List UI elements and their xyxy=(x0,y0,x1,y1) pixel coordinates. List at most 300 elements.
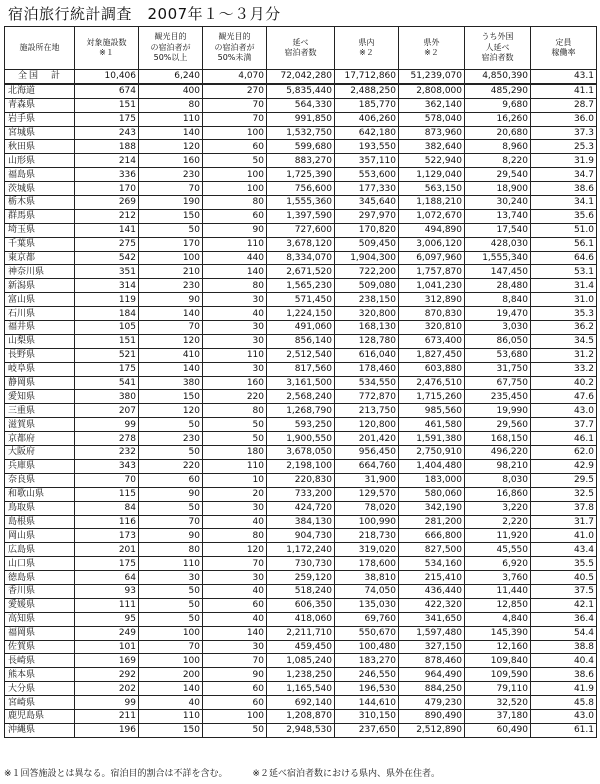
cell-total-guests: 2,512,540 xyxy=(267,348,335,362)
cell-foreign-guests: 16,860 xyxy=(465,487,531,501)
cell-facility-count: 115 xyxy=(75,487,139,501)
cell-facility-count: 175 xyxy=(75,557,139,571)
cell-tourism-over-50: 80 xyxy=(139,98,203,112)
cell-facility-count: 343 xyxy=(75,459,139,473)
cell-occupancy-rate: 62.0 xyxy=(531,446,597,460)
cell-in-prefecture: 196,530 xyxy=(335,682,399,696)
cell-in-prefecture: 534,550 xyxy=(335,376,399,390)
cell-tourism-under-50: 50 xyxy=(203,723,267,737)
cell-facility-count: 214 xyxy=(75,154,139,168)
cell-foreign-guests: 29,560 xyxy=(465,418,531,432)
cell-out-prefecture: 1,072,670 xyxy=(399,209,465,223)
cell-in-prefecture: 201,420 xyxy=(335,432,399,446)
cell-prefecture: 宮崎県 xyxy=(5,696,75,710)
table-row xyxy=(5,321,597,335)
cell-prefecture: 大分県 xyxy=(5,682,75,696)
table-row xyxy=(5,112,597,126)
header-tourism-under-50: 観光目的 の宿泊者が 50%未満 xyxy=(203,27,267,70)
cell-facility-count: 541 xyxy=(75,376,139,390)
table-row xyxy=(5,473,597,487)
cell-foreign-guests: 12,850 xyxy=(465,598,531,612)
cell-occupancy-rate: 61.1 xyxy=(531,723,597,737)
cell-occupancy-rate: 47.6 xyxy=(531,390,597,404)
cell-tourism-under-50: 50 xyxy=(203,432,267,446)
cell-out-prefecture: 281,200 xyxy=(399,515,465,529)
cell-in-prefecture: 246,550 xyxy=(335,668,399,682)
cell-foreign-guests: 145,390 xyxy=(465,626,531,640)
cell-tourism-over-50: 210 xyxy=(139,265,203,279)
table-row xyxy=(5,404,597,418)
cell-prefecture: 愛知県 xyxy=(5,390,75,404)
table-row xyxy=(5,209,597,223)
cell-tourism-under-50: 70 xyxy=(203,112,267,126)
cell-out-prefecture: 342,190 xyxy=(399,501,465,515)
cell-in-prefecture: 170,820 xyxy=(335,223,399,237)
cell-facility-count: 269 xyxy=(75,196,139,210)
table-row xyxy=(5,307,597,321)
cell-occupancy-rate: 37.7 xyxy=(531,418,597,432)
cell-foreign-guests: 109,840 xyxy=(465,654,531,668)
cell-foreign-guests: 4,850,390 xyxy=(465,70,531,84)
cell-occupancy-rate: 41.0 xyxy=(531,529,597,543)
cell-tourism-over-50: 90 xyxy=(139,293,203,307)
cell-tourism-under-50: 60 xyxy=(203,140,267,154)
cell-out-prefecture: 563,150 xyxy=(399,182,465,196)
cell-in-prefecture: 2,488,250 xyxy=(335,84,399,98)
table-row xyxy=(5,223,597,237)
cell-tourism-over-50: 30 xyxy=(139,571,203,585)
cell-occupancy-rate: 56.1 xyxy=(531,237,597,251)
cell-total-guests: 220,830 xyxy=(267,473,335,487)
table-row xyxy=(5,640,597,654)
cell-facility-count: 151 xyxy=(75,334,139,348)
cell-out-prefecture: 870,830 xyxy=(399,307,465,321)
cell-in-prefecture: 218,730 xyxy=(335,529,399,543)
cell-occupancy-rate: 43.1 xyxy=(531,70,597,84)
cell-facility-count: 249 xyxy=(75,626,139,640)
cell-tourism-over-50: 80 xyxy=(139,543,203,557)
cell-in-prefecture: 320,800 xyxy=(335,307,399,321)
cell-in-prefecture: 509,450 xyxy=(335,237,399,251)
header-in-prefecture: 県内 ※２ xyxy=(335,27,399,70)
cell-total-guests: 904,730 xyxy=(267,529,335,543)
cell-total-guests: 3,678,050 xyxy=(267,446,335,460)
cell-in-prefecture: 177,330 xyxy=(335,182,399,196)
cell-in-prefecture: 144,610 xyxy=(335,696,399,710)
cell-tourism-under-50: 180 xyxy=(203,446,267,460)
cell-out-prefecture: 461,580 xyxy=(399,418,465,432)
cell-tourism-over-50: 230 xyxy=(139,279,203,293)
cell-total-guests: 571,450 xyxy=(267,293,335,307)
cell-tourism-under-50: 120 xyxy=(203,543,267,557)
cell-occupancy-rate: 37.8 xyxy=(531,501,597,515)
cell-facility-count: 542 xyxy=(75,251,139,265)
cell-tourism-over-50: 50 xyxy=(139,223,203,237)
cell-in-prefecture: 100,990 xyxy=(335,515,399,529)
table-row xyxy=(5,265,597,279)
cell-foreign-guests: 11,920 xyxy=(465,529,531,543)
cell-occupancy-rate: 35.3 xyxy=(531,307,597,321)
cell-occupancy-rate: 25.3 xyxy=(531,140,597,154)
cell-facility-count: 202 xyxy=(75,682,139,696)
cell-tourism-over-50: 170 xyxy=(139,237,203,251)
cell-prefecture: 奈良県 xyxy=(5,473,75,487)
cell-prefecture: 秋田県 xyxy=(5,140,75,154)
cell-occupancy-rate: 41.9 xyxy=(531,682,597,696)
cell-tourism-under-50: 30 xyxy=(203,293,267,307)
cell-foreign-guests: 8,960 xyxy=(465,140,531,154)
header-occupancy-rate: 定員 稼働率 xyxy=(531,27,597,70)
cell-tourism-over-50: 70 xyxy=(139,321,203,335)
cell-foreign-guests: 11,440 xyxy=(465,584,531,598)
cell-foreign-guests: 86,050 xyxy=(465,334,531,348)
cell-occupancy-rate: 36.4 xyxy=(531,612,597,626)
cell-prefecture: 宮城県 xyxy=(5,126,75,140)
cell-out-prefecture: 1,827,450 xyxy=(399,348,465,362)
cell-facility-count: 184 xyxy=(75,307,139,321)
cell-tourism-over-50: 100 xyxy=(139,626,203,640)
cell-prefecture: 長野県 xyxy=(5,348,75,362)
table-row xyxy=(5,487,597,501)
cell-in-prefecture: 120,800 xyxy=(335,418,399,432)
cell-in-prefecture: 297,970 xyxy=(335,209,399,223)
cell-out-prefecture: 985,560 xyxy=(399,404,465,418)
cell-prefecture: 山口県 xyxy=(5,557,75,571)
cell-foreign-guests: 428,030 xyxy=(465,237,531,251)
cell-facility-count: 99 xyxy=(75,696,139,710)
table-row xyxy=(5,376,597,390)
cell-occupancy-rate: 40.5 xyxy=(531,571,597,585)
cell-in-prefecture: 319,020 xyxy=(335,543,399,557)
cell-tourism-under-50: 40 xyxy=(203,612,267,626)
cell-out-prefecture: 2,750,910 xyxy=(399,446,465,460)
cell-total-guests: 1,172,240 xyxy=(267,543,335,557)
total-row xyxy=(5,70,597,84)
cell-foreign-guests: 17,540 xyxy=(465,223,531,237)
cell-facility-count: 169 xyxy=(75,654,139,668)
cell-tourism-over-50: 50 xyxy=(139,501,203,515)
cell-prefecture: 徳島県 xyxy=(5,571,75,585)
cell-prefecture: 東京都 xyxy=(5,251,75,265)
footnote-1: ※１回答施設とは異なる。宿泊目的割合は不詳を含む。 xyxy=(4,769,228,779)
cell-foreign-guests: 496,220 xyxy=(465,446,531,460)
cell-in-prefecture: 553,600 xyxy=(335,168,399,182)
cell-out-prefecture: 578,040 xyxy=(399,112,465,126)
cell-total-guests: 730,730 xyxy=(267,557,335,571)
cell-in-prefecture: 128,780 xyxy=(335,334,399,348)
cell-in-prefecture: 185,770 xyxy=(335,98,399,112)
cell-tourism-over-50: 160 xyxy=(139,154,203,168)
cell-out-prefecture: 320,810 xyxy=(399,321,465,335)
cell-tourism-under-50: 40 xyxy=(203,307,267,321)
table-row xyxy=(5,515,597,529)
cell-tourism-over-50: 50 xyxy=(139,584,203,598)
cell-out-prefecture: 1,188,210 xyxy=(399,196,465,210)
cell-out-prefecture: 1,597,480 xyxy=(399,626,465,640)
cell-total-guests: 3,678,120 xyxy=(267,237,335,251)
cell-tourism-under-50: 70 xyxy=(203,654,267,668)
cell-total-guests: 518,240 xyxy=(267,584,335,598)
table-row xyxy=(5,432,597,446)
cell-tourism-under-50: 60 xyxy=(203,696,267,710)
cell-in-prefecture: 168,130 xyxy=(335,321,399,335)
cell-occupancy-rate: 42.1 xyxy=(531,598,597,612)
cell-in-prefecture: 78,020 xyxy=(335,501,399,515)
cell-prefecture: 栃木県 xyxy=(5,196,75,210)
cell-foreign-guests: 6,920 xyxy=(465,557,531,571)
cell-in-prefecture: 406,260 xyxy=(335,112,399,126)
cell-out-prefecture: 1,715,260 xyxy=(399,390,465,404)
cell-prefecture: 三重県 xyxy=(5,404,75,418)
cell-tourism-under-50: 30 xyxy=(203,321,267,335)
cell-total-guests: 756,600 xyxy=(267,182,335,196)
cell-tourism-under-50: 90 xyxy=(203,223,267,237)
page-title: 宿泊旅行統計調査 2007年１～３月分 xyxy=(8,5,281,23)
cell-prefecture: 岐阜県 xyxy=(5,362,75,376)
cell-facility-count: 141 xyxy=(75,223,139,237)
cell-total-guests: 384,130 xyxy=(267,515,335,529)
cell-foreign-guests: 29,540 xyxy=(465,168,531,182)
cell-in-prefecture: 664,760 xyxy=(335,459,399,473)
cell-occupancy-rate: 38.6 xyxy=(531,668,597,682)
cell-facility-count: 111 xyxy=(75,598,139,612)
cell-prefecture: 熊本県 xyxy=(5,668,75,682)
cell-out-prefecture: 580,060 xyxy=(399,487,465,501)
cell-prefecture: 神奈川県 xyxy=(5,265,75,279)
cell-total-guests: 564,330 xyxy=(267,98,335,112)
cell-in-prefecture: 178,460 xyxy=(335,362,399,376)
cell-total-guests: 593,250 xyxy=(267,418,335,432)
header-row xyxy=(5,27,597,70)
cell-out-prefecture: 873,960 xyxy=(399,126,465,140)
table-row xyxy=(5,390,597,404)
cell-out-prefecture: 327,150 xyxy=(399,640,465,654)
cell-in-prefecture: 956,450 xyxy=(335,446,399,460)
cell-occupancy-rate: 38.8 xyxy=(531,640,597,654)
cell-in-prefecture: 509,080 xyxy=(335,279,399,293)
cell-prefecture: 山梨県 xyxy=(5,334,75,348)
cell-total-guests: 1,208,870 xyxy=(267,709,335,723)
header-total-guests: 延べ 宿泊者数 xyxy=(267,27,335,70)
cell-in-prefecture: 345,640 xyxy=(335,196,399,210)
cell-facility-count: 151 xyxy=(75,98,139,112)
cell-facility-count: 674 xyxy=(75,84,139,98)
table-row xyxy=(5,723,597,737)
cell-occupancy-rate: 37.5 xyxy=(531,584,597,598)
cell-in-prefecture: 17,712,860 xyxy=(335,70,399,84)
cell-tourism-over-50: 70 xyxy=(139,640,203,654)
cell-tourism-under-50: 90 xyxy=(203,668,267,682)
cell-occupancy-rate: 43.0 xyxy=(531,709,597,723)
cell-out-prefecture: 890,490 xyxy=(399,709,465,723)
cell-prefecture: 沖縄県 xyxy=(5,723,75,737)
cell-out-prefecture: 522,940 xyxy=(399,154,465,168)
cell-tourism-over-50: 70 xyxy=(139,515,203,529)
cell-foreign-guests: 4,840 xyxy=(465,612,531,626)
cell-tourism-over-50: 90 xyxy=(139,487,203,501)
cell-out-prefecture: 436,440 xyxy=(399,584,465,598)
cell-in-prefecture: 178,600 xyxy=(335,557,399,571)
cell-tourism-under-50: 160 xyxy=(203,376,267,390)
cell-facility-count: 207 xyxy=(75,404,139,418)
cell-foreign-guests: 1,555,340 xyxy=(465,251,531,265)
cell-foreign-guests: 8,030 xyxy=(465,473,531,487)
cell-occupancy-rate: 46.1 xyxy=(531,432,597,446)
cell-out-prefecture: 51,239,070 xyxy=(399,70,465,84)
cell-out-prefecture: 2,512,890 xyxy=(399,723,465,737)
cell-tourism-over-50: 6,240 xyxy=(139,70,203,84)
cell-facility-count: 380 xyxy=(75,390,139,404)
header-out-prefecture: 県外 ※２ xyxy=(399,27,465,70)
cell-tourism-over-50: 110 xyxy=(139,112,203,126)
cell-occupancy-rate: 36.2 xyxy=(531,321,597,335)
cell-total-guests: 1,725,390 xyxy=(267,168,335,182)
cell-tourism-over-50: 50 xyxy=(139,598,203,612)
cell-occupancy-rate: 32.5 xyxy=(531,487,597,501)
table-body xyxy=(5,70,597,738)
cell-facility-count: 175 xyxy=(75,362,139,376)
cell-facility-count: 99 xyxy=(75,418,139,432)
cell-in-prefecture: 38,810 xyxy=(335,571,399,585)
cell-prefecture: 全国 計 xyxy=(5,70,75,84)
cell-prefecture: 滋賀県 xyxy=(5,418,75,432)
cell-total-guests: 692,140 xyxy=(267,696,335,710)
cell-tourism-under-50: 20 xyxy=(203,487,267,501)
cell-occupancy-rate: 31.4 xyxy=(531,279,597,293)
cell-total-guests: 856,140 xyxy=(267,334,335,348)
cell-facility-count: 336 xyxy=(75,168,139,182)
footnotes xyxy=(4,767,596,781)
cell-occupancy-rate: 35.6 xyxy=(531,209,597,223)
cell-tourism-over-50: 230 xyxy=(139,432,203,446)
cell-prefecture: 京都府 xyxy=(5,432,75,446)
cell-tourism-over-50: 100 xyxy=(139,251,203,265)
cell-occupancy-rate: 45.8 xyxy=(531,696,597,710)
header-prefecture: 施設所在地 xyxy=(5,27,75,70)
cell-foreign-guests: 168,150 xyxy=(465,432,531,446)
cell-tourism-under-50: 110 xyxy=(203,459,267,473)
cell-prefecture: 静岡県 xyxy=(5,376,75,390)
cell-prefecture: 千葉県 xyxy=(5,237,75,251)
cell-tourism-over-50: 200 xyxy=(139,668,203,682)
cell-total-guests: 1,165,540 xyxy=(267,682,335,696)
cell-out-prefecture: 1,404,480 xyxy=(399,459,465,473)
cell-foreign-guests: 12,160 xyxy=(465,640,531,654)
cell-occupancy-rate: 51.0 xyxy=(531,223,597,237)
cell-out-prefecture: 827,500 xyxy=(399,543,465,557)
cell-in-prefecture: 129,570 xyxy=(335,487,399,501)
cell-tourism-under-50: 70 xyxy=(203,98,267,112)
table-row xyxy=(5,709,597,723)
table-row xyxy=(5,696,597,710)
cell-facility-count: 278 xyxy=(75,432,139,446)
table-row xyxy=(5,84,597,98)
cell-occupancy-rate: 36.0 xyxy=(531,112,597,126)
cell-facility-count: 314 xyxy=(75,279,139,293)
cell-prefecture: 兵庫県 xyxy=(5,459,75,473)
cell-occupancy-rate: 41.1 xyxy=(531,84,597,98)
cell-tourism-under-50: 80 xyxy=(203,196,267,210)
cell-facility-count: 243 xyxy=(75,126,139,140)
cell-foreign-guests: 19,470 xyxy=(465,307,531,321)
cell-prefecture: 鹿児島県 xyxy=(5,709,75,723)
cell-foreign-guests: 53,680 xyxy=(465,348,531,362)
cell-in-prefecture: 310,150 xyxy=(335,709,399,723)
cell-prefecture: 岩手県 xyxy=(5,112,75,126)
cell-tourism-under-50: 4,070 xyxy=(203,70,267,84)
cell-tourism-under-50: 220 xyxy=(203,390,267,404)
cell-tourism-under-50: 50 xyxy=(203,154,267,168)
cell-occupancy-rate: 31.2 xyxy=(531,348,597,362)
cell-total-guests: 2,671,520 xyxy=(267,265,335,279)
cell-total-guests: 1,085,240 xyxy=(267,654,335,668)
cell-total-guests: 418,060 xyxy=(267,612,335,626)
cell-foreign-guests: 16,260 xyxy=(465,112,531,126)
cell-foreign-guests: 3,030 xyxy=(465,321,531,335)
cell-foreign-guests: 67,750 xyxy=(465,376,531,390)
cell-total-guests: 3,161,500 xyxy=(267,376,335,390)
cell-facility-count: 95 xyxy=(75,612,139,626)
cell-in-prefecture: 213,750 xyxy=(335,404,399,418)
cell-foreign-guests: 147,450 xyxy=(465,265,531,279)
cell-prefecture: 石川県 xyxy=(5,307,75,321)
cell-in-prefecture: 722,200 xyxy=(335,265,399,279)
cell-in-prefecture: 550,670 xyxy=(335,626,399,640)
cell-out-prefecture: 534,160 xyxy=(399,557,465,571)
cell-occupancy-rate: 35.5 xyxy=(531,557,597,571)
cell-total-guests: 991,850 xyxy=(267,112,335,126)
table-row xyxy=(5,251,597,265)
cell-occupancy-rate: 31.0 xyxy=(531,293,597,307)
cell-prefecture: 新潟県 xyxy=(5,279,75,293)
cell-foreign-guests: 28,480 xyxy=(465,279,531,293)
cell-facility-count: 173 xyxy=(75,529,139,543)
cell-total-guests: 2,211,710 xyxy=(267,626,335,640)
cell-prefecture: 広島県 xyxy=(5,543,75,557)
cell-tourism-over-50: 50 xyxy=(139,446,203,460)
cell-facility-count: 170 xyxy=(75,182,139,196)
cell-occupancy-rate: 34.7 xyxy=(531,168,597,182)
cell-total-guests: 1,268,790 xyxy=(267,404,335,418)
cell-facility-count: 70 xyxy=(75,473,139,487)
cell-total-guests: 2,948,530 xyxy=(267,723,335,737)
cell-facility-count: 351 xyxy=(75,265,139,279)
cell-in-prefecture: 642,180 xyxy=(335,126,399,140)
cell-occupancy-rate: 33.2 xyxy=(531,362,597,376)
table-row xyxy=(5,362,597,376)
cell-foreign-guests: 8,840 xyxy=(465,293,531,307)
cell-facility-count: 521 xyxy=(75,348,139,362)
cell-tourism-under-50: 30 xyxy=(203,362,267,376)
cell-prefecture: 佐賀県 xyxy=(5,640,75,654)
cell-in-prefecture: 1,904,300 xyxy=(335,251,399,265)
cell-tourism-under-50: 80 xyxy=(203,404,267,418)
cell-prefecture: 群馬県 xyxy=(5,209,75,223)
cell-foreign-guests: 30,240 xyxy=(465,196,531,210)
cell-total-guests: 1,224,150 xyxy=(267,307,335,321)
cell-foreign-guests: 18,900 xyxy=(465,182,531,196)
cell-prefecture: 岡山県 xyxy=(5,529,75,543)
cell-occupancy-rate: 43.0 xyxy=(531,404,597,418)
table-row xyxy=(5,446,597,460)
cell-foreign-guests: 19,990 xyxy=(465,404,531,418)
cell-facility-count: 10,406 xyxy=(75,70,139,84)
cell-out-prefecture: 494,890 xyxy=(399,223,465,237)
cell-occupancy-rate: 40.2 xyxy=(531,376,597,390)
cell-facility-count: 64 xyxy=(75,571,139,585)
table-row xyxy=(5,168,597,182)
table-row xyxy=(5,98,597,112)
